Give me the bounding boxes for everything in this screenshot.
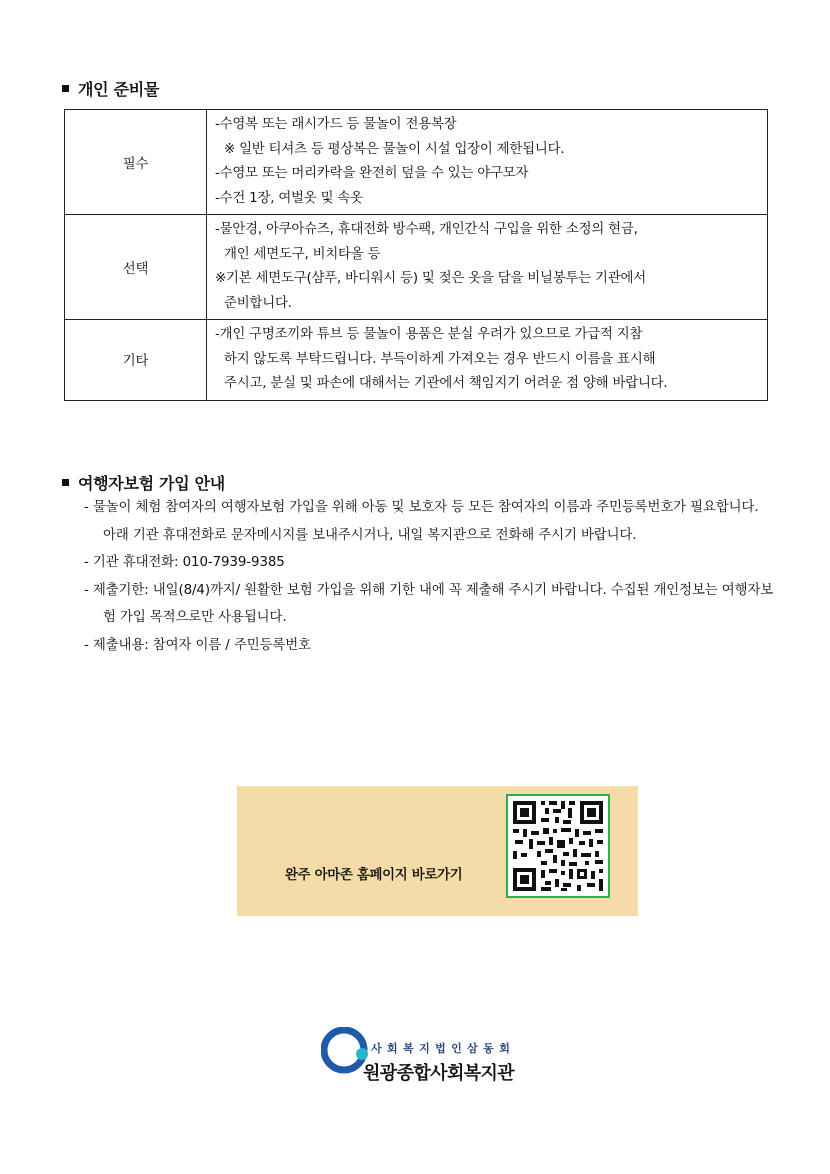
organization-name: 원광종합사회복지관 [363,1063,515,1084]
list-item: - 제출내용: 참여자 이름 / 주민등록번호 [84,637,311,653]
square-bullet-icon [62,479,69,486]
description-line: -수건 1장, 여벌옷 및 속옷 [215,190,363,206]
category-cell: 기타 [65,320,207,401]
list-item: - 제출기한: 내일(8/4)까지/ 원활한 보험 가입을 위해 기한 내에 꼭 제출해 주시기 바랍니다. 수집된 개인정보는 여행자보험 가입 목적으로만 사용됩니다. [84,582,774,625]
personal-items-table [64,109,768,401]
description-line: ※기본 세면도구(샴푸, 바디워시 등) 및 젖은 옷을 담을 비닐봉투는 기관에서 [215,271,646,286]
section2-title-text: 여행자보험 가입 안내 [78,474,225,493]
description-line: 개인 세면도구, 비치타올 등 [224,246,381,262]
list-item: - 물놀이 체험 참여자의 여행자보험 가입을 위해 아동 및 보호자 등 모든 참여자의 이름과 주민등록번호가 필요합니다. 아래 기관 휴대전화로 문자메시지를 보내주시거나, 내일 복지관으로 전화해 주시기 바랍니다. [84,500,759,543]
description-cell [207,320,768,401]
description-line: -수영복 또는 래시가드 등 물놀이 전용복장 [215,117,457,132]
square-bullet-icon [62,85,69,92]
description-cell [207,215,768,320]
description-line: -개인 구명조끼와 튜브 등 물놀이 용품은 분실 우려가 있으므로 가급적 지참 [215,327,643,342]
table-row [65,110,768,215]
category-cell: 선택 [65,215,207,320]
homepage-link-box[interactable] [237,786,638,916]
table-row [65,215,768,320]
section-title-insurance [62,471,225,494]
description-line: -물안경, 아쿠아슈즈, 휴대전화 방수팩, 개인간식 구입을 위한 소정의 현금, [215,222,638,237]
section1-title-text: 개인 준비물 [78,80,160,99]
description-cell [207,110,768,215]
description-line: -수영모 또는 머리카락을 완전히 덮을 수 있는 야구모자 [215,166,529,181]
organization-small-name: 사회복지법인삼동회 [371,1042,516,1055]
list-item: - 기관 휴대전화: 010-7939-9385 [84,555,285,570]
qr-code-icon[interactable] [506,794,610,898]
description-line: 하지 않도록 부탁드립니다. 부득이하게 가져오는 경우 반드시 이름을 표시해 [224,351,656,367]
table-row [65,320,768,401]
description-line: 준비합니다. [224,295,292,311]
homepage-link-label: 완주 아마존 홈페이지 바로가기 [285,868,463,883]
category-cell: 필수 [65,110,207,215]
qr-code-graphic [508,796,608,896]
description-line: 주시고, 분실 및 파손에 대해서는 기관에서 책임지기 어려운 점 양해 바랍니다. [224,376,668,391]
section-title-personal-items [62,77,159,100]
description-line: ※ 일반 티셔츠 등 평상복은 물놀이 시설 입장이 제한됩니다. [224,141,565,157]
insurance-list [84,494,774,659]
